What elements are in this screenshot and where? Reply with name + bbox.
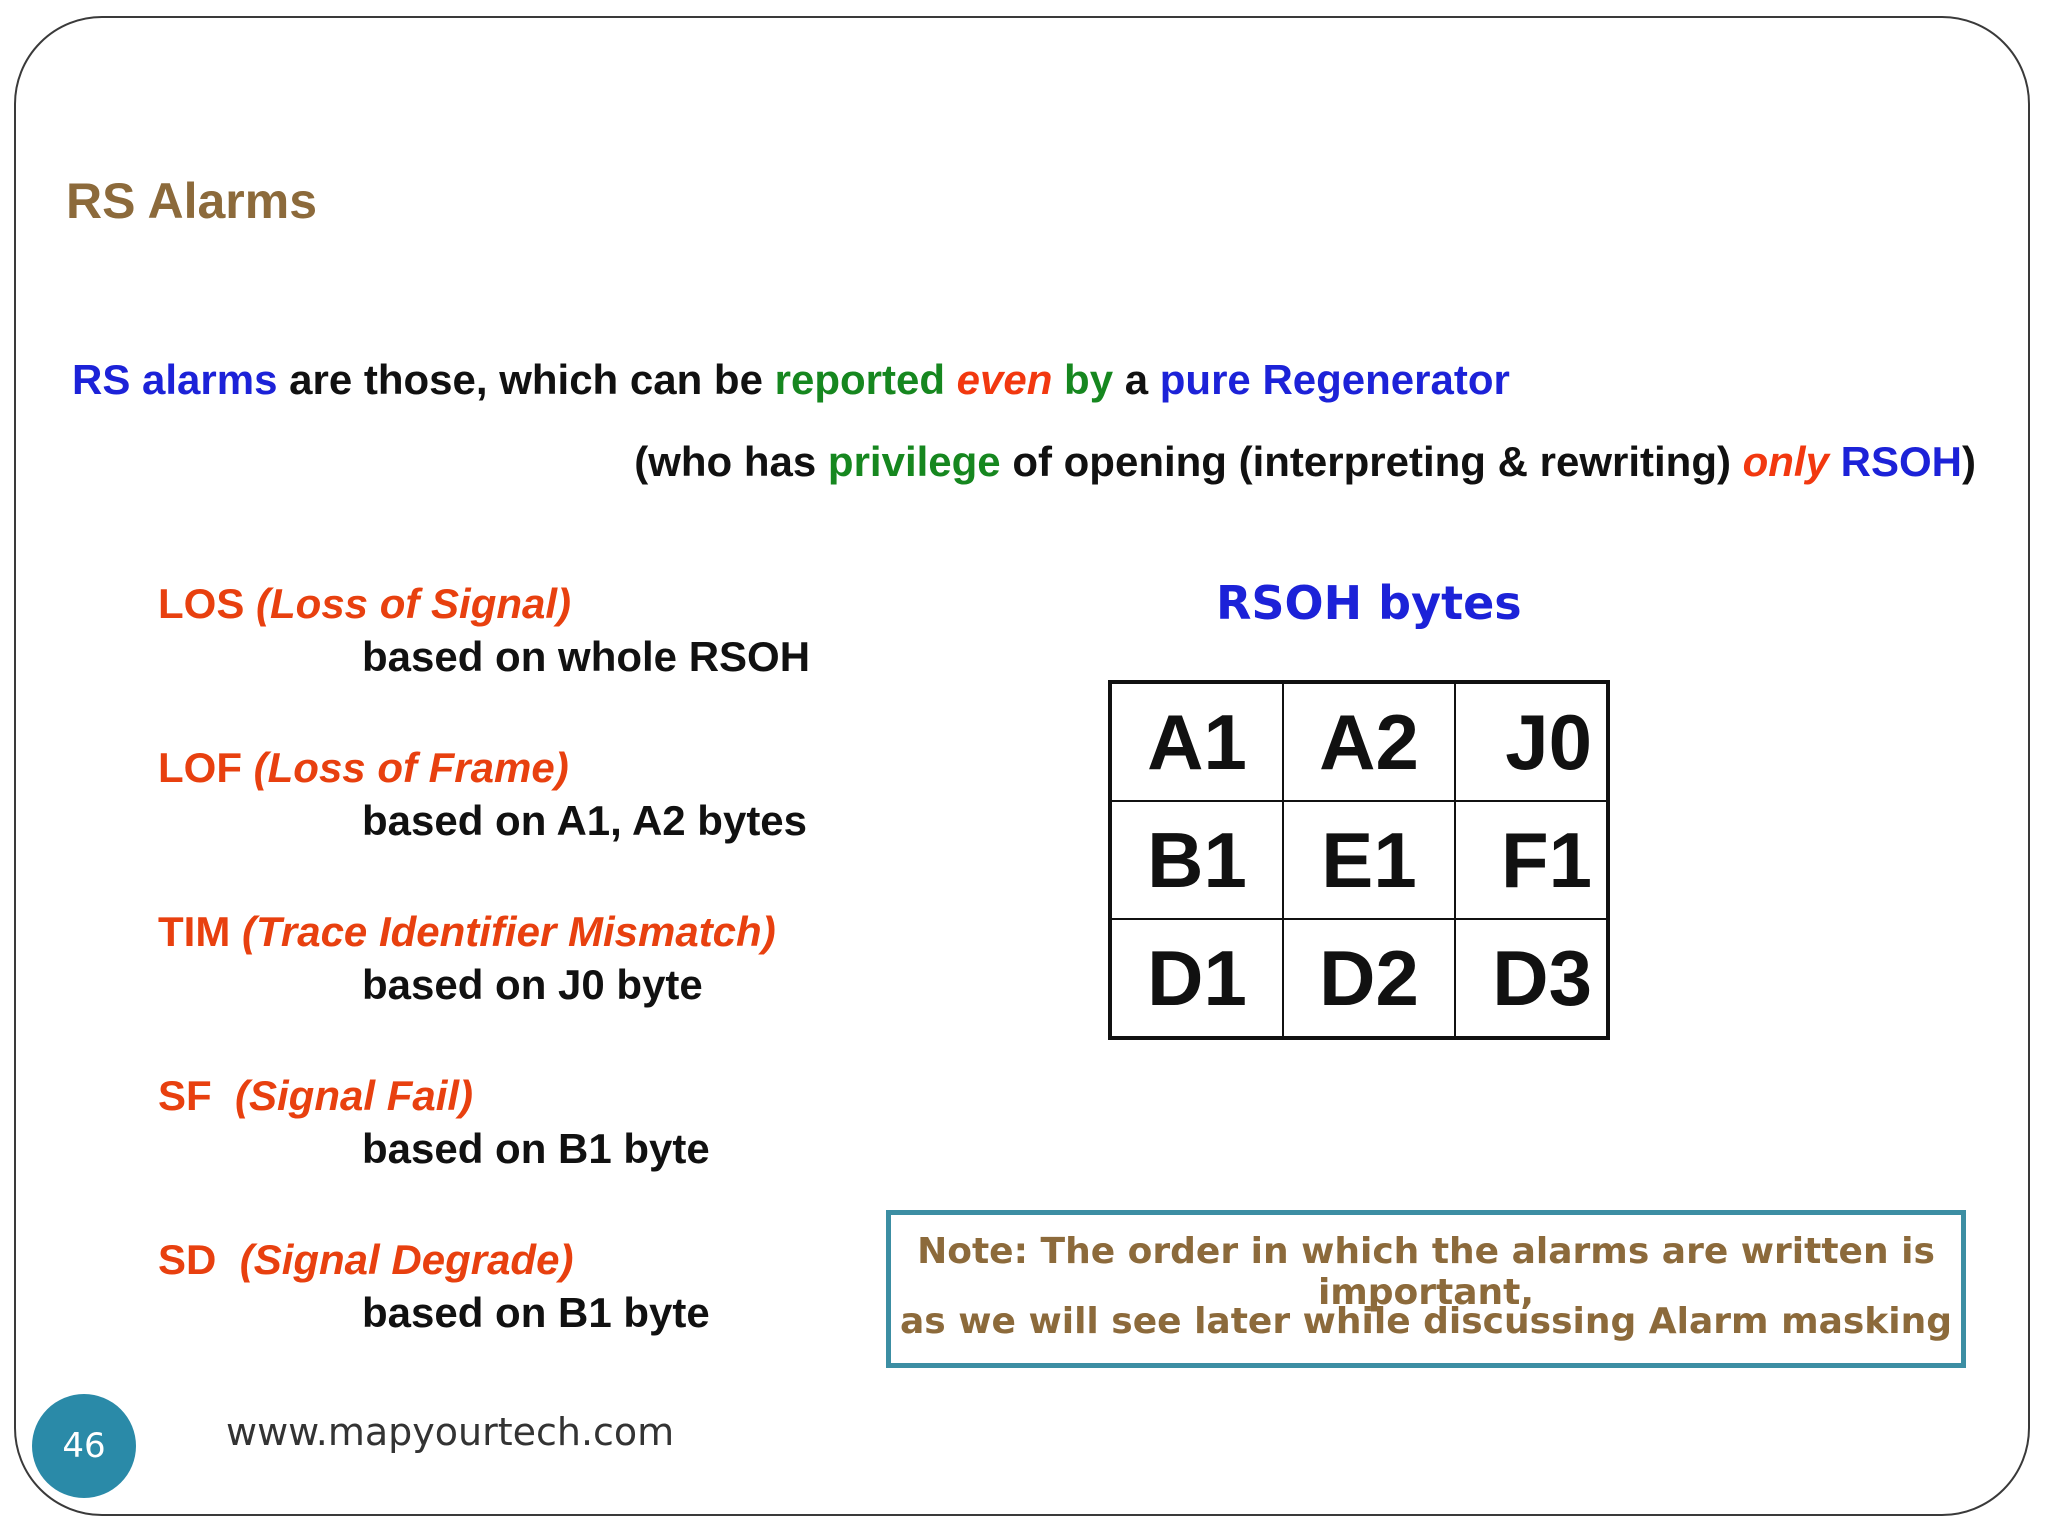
alarm-full-name: (Trace Identifier Mismatch)	[241, 908, 776, 955]
intro-reported: reported	[774, 356, 945, 403]
intro-space	[1829, 438, 1841, 485]
intro-by: by	[1064, 356, 1114, 403]
intro-rs-alarms: RS alarms	[72, 356, 278, 403]
alarm-code: LOF	[158, 744, 242, 791]
alarm-separator	[216, 1236, 239, 1283]
table-row	[1110, 682, 1608, 801]
footer-url: www.mapyourtech.com	[226, 1410, 675, 1454]
intro-line-1	[72, 356, 1510, 404]
intro-space	[1052, 356, 1064, 403]
intro-rsoh: RSOH	[1840, 438, 1962, 485]
alarm-item-lof	[158, 742, 918, 906]
table-cell: F1	[1455, 801, 1608, 919]
alarm-separator	[230, 908, 242, 955]
alarm-list	[158, 578, 918, 1398]
intro-line-2	[634, 438, 1976, 486]
alarm-heading	[158, 1070, 918, 1122]
alarm-heading	[158, 906, 918, 958]
alarm-item-sd	[158, 1234, 918, 1398]
table-cell: D1	[1110, 919, 1283, 1038]
intro-privilege: privilege	[827, 438, 1001, 485]
table-cell: B1	[1110, 801, 1283, 919]
note-box	[886, 1210, 1966, 1368]
alarm-full-name: (Signal Degrade)	[239, 1236, 574, 1283]
note-line-2: as we will see later while discussing Alarm masking	[900, 1301, 1952, 1342]
alarm-detail: based on B1 byte	[362, 1289, 710, 1336]
intro-text: a	[1113, 356, 1160, 403]
table-cell: J0	[1455, 682, 1608, 801]
intro-only: only	[1742, 438, 1829, 485]
intro-pure-regenerator: pure Regenerator	[1159, 356, 1510, 403]
alarm-detail: based on B1 byte	[362, 1125, 710, 1172]
intro-space	[945, 356, 957, 403]
table-cell: A2	[1283, 682, 1455, 801]
slide-title: RS Alarms	[66, 173, 318, 229]
intro-even: even	[956, 356, 1053, 403]
note-line-1: Note: The order in which the alarms are written is important,	[917, 1231, 1935, 1313]
alarm-separator	[244, 580, 256, 627]
alarm-detail: based on A1, A2 bytes	[362, 797, 808, 844]
table-cell: A1	[1110, 682, 1283, 801]
intro-text: (who has	[634, 438, 828, 485]
alarm-full-name: (Signal Fail)	[235, 1072, 474, 1119]
alarm-heading	[158, 1234, 918, 1286]
rsoh-bytes-title: RSOH bytes	[1216, 576, 1522, 630]
table-row	[1110, 919, 1608, 1038]
alarm-item-los	[158, 578, 918, 742]
table-cell: E1	[1283, 801, 1455, 919]
alarm-code: LOS	[158, 580, 245, 627]
alarm-detail: based on J0 byte	[362, 961, 703, 1008]
rsoh-bytes-table	[1108, 680, 1610, 1040]
alarm-separator	[242, 744, 254, 791]
alarm-heading	[158, 742, 918, 794]
alarm-code: TIM	[158, 908, 231, 955]
intro-text: are those, which can be	[277, 356, 775, 403]
alarm-item-sf	[158, 1070, 918, 1234]
table-cell: D3	[1455, 919, 1608, 1038]
intro-text: )	[1962, 438, 1976, 485]
alarm-full-name: (Loss of Signal)	[256, 580, 572, 627]
alarm-item-tim	[158, 906, 918, 1070]
table-row	[1110, 801, 1608, 919]
alarm-heading	[158, 578, 918, 630]
alarm-separator	[212, 1072, 235, 1119]
alarm-detail: based on whole RSOH	[362, 633, 811, 680]
alarm-code: SD	[158, 1236, 217, 1283]
table-cell: D2	[1283, 919, 1455, 1038]
intro-text: of opening (interpreting & rewriting)	[1000, 438, 1743, 485]
alarm-code: SF	[158, 1072, 212, 1119]
alarm-full-name: (Loss of Frame)	[253, 744, 569, 791]
page-number-badge: 46	[32, 1394, 136, 1498]
